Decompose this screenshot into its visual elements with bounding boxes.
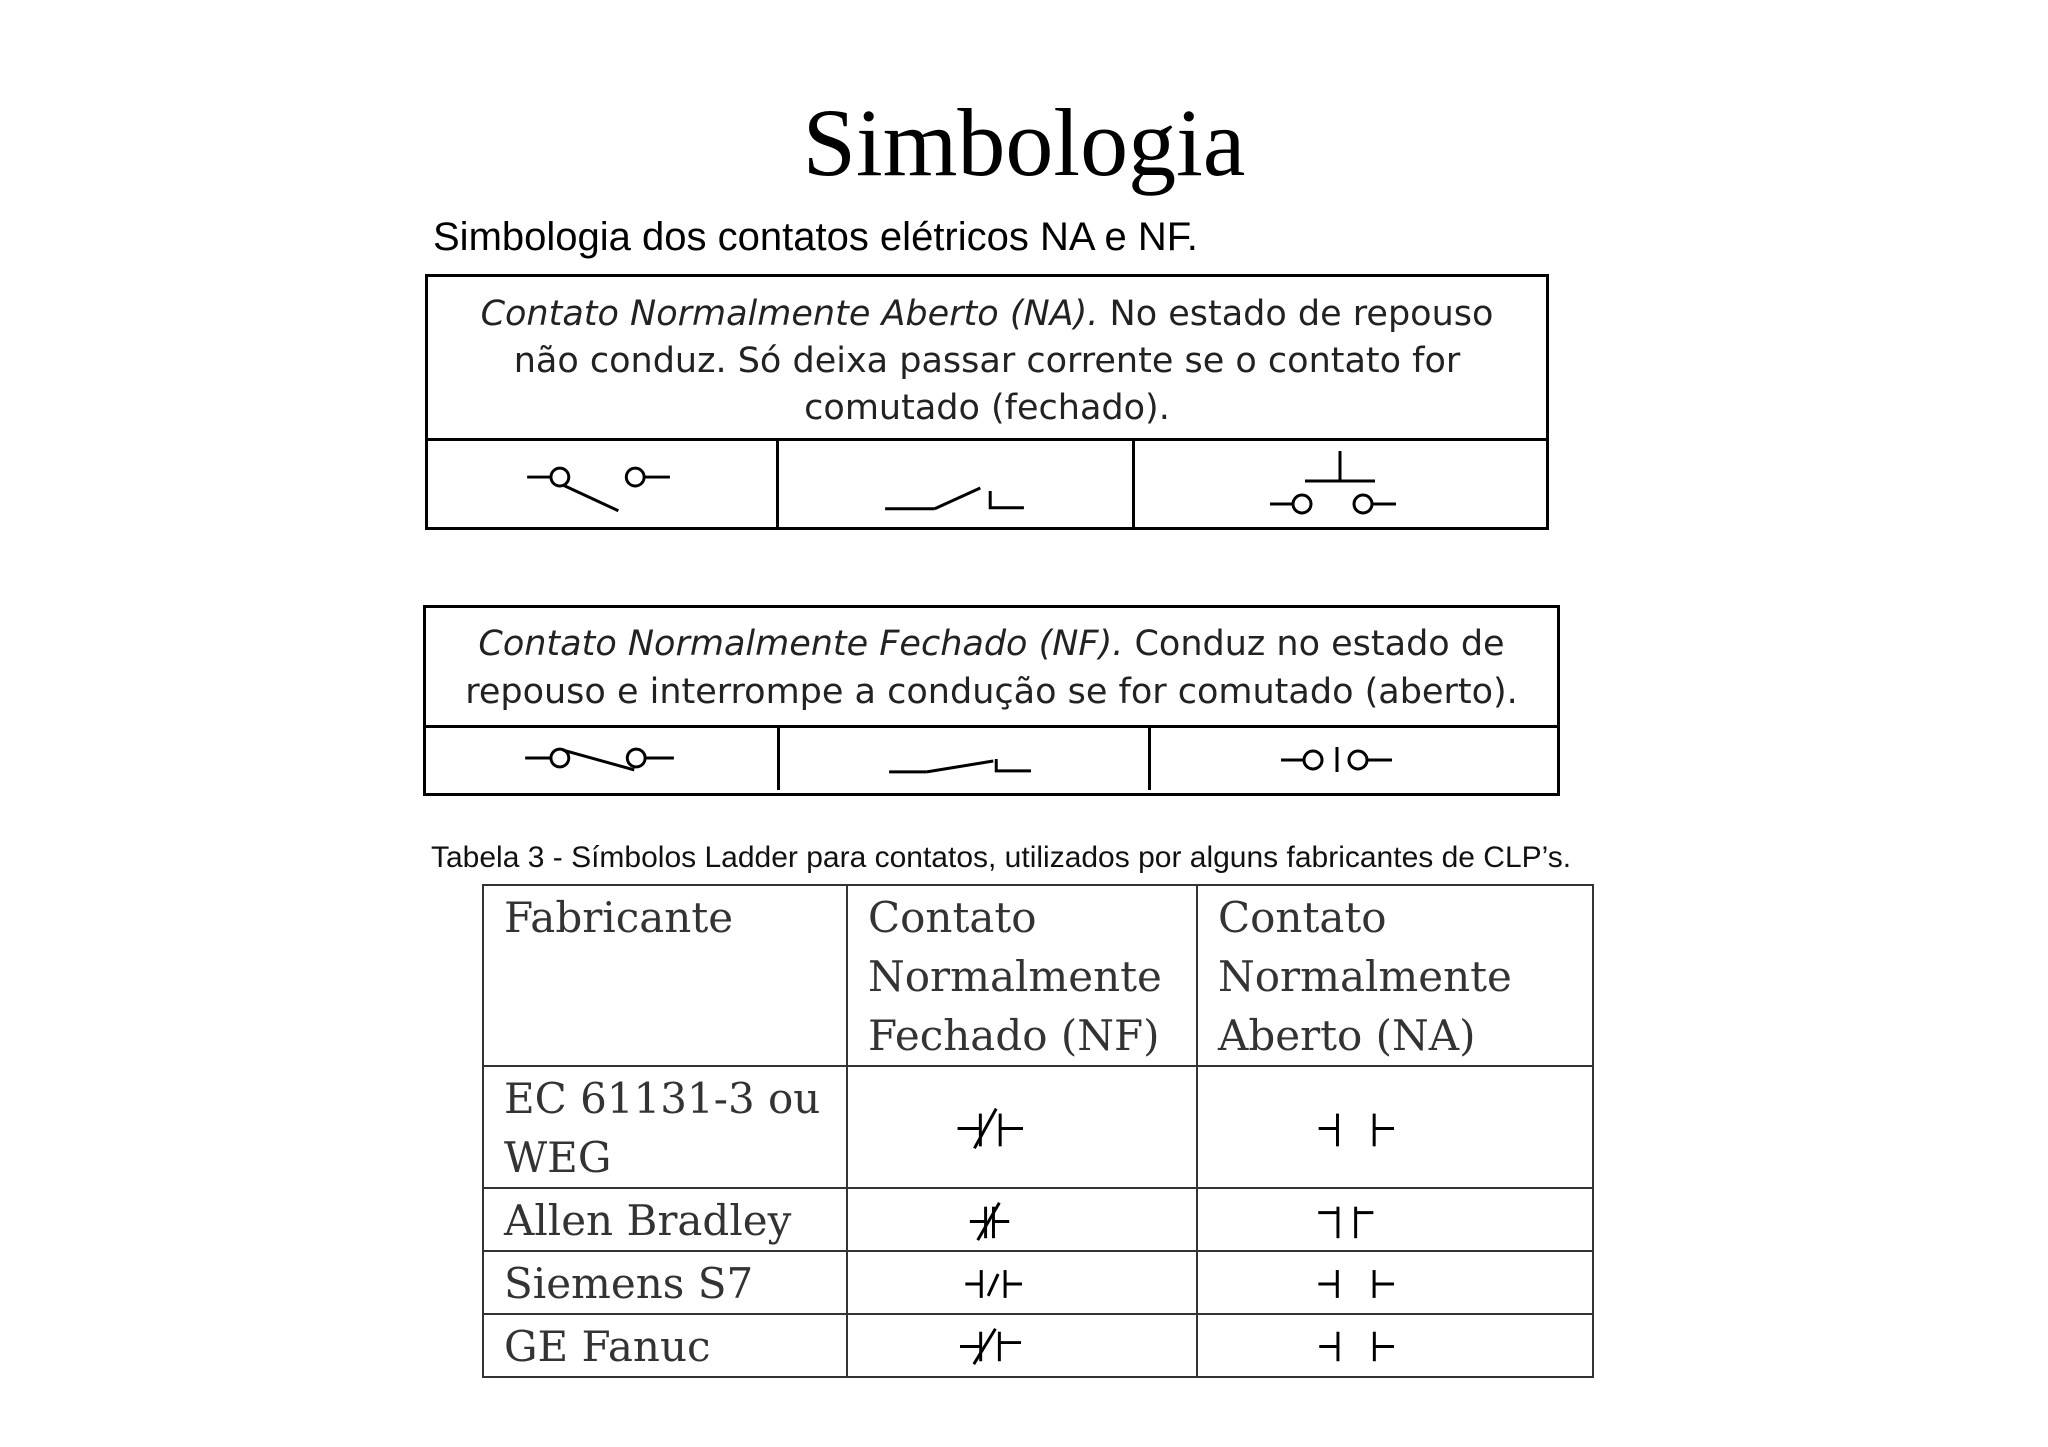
- na-symbol-cell: [1197, 1251, 1593, 1314]
- maker-cell: EC 61131-3 ou WEG: [483, 1066, 847, 1188]
- table-row: [483, 1066, 1593, 1188]
- maker-cell: GE Fanuc: [483, 1314, 847, 1377]
- nf-term: Contato Normalmente Fechado (NF).: [478, 624, 1124, 664]
- na-symbol-cell-2: [779, 441, 1135, 527]
- ladder-no-contact-icon: [1198, 1252, 1592, 1313]
- maker-cell: Siemens S7: [483, 1251, 847, 1314]
- closed-contact-line-icon: [780, 728, 1148, 790]
- table-row: [483, 1314, 1593, 1377]
- table-row: [483, 1188, 1593, 1251]
- na-description: [428, 277, 1546, 441]
- table-header-row: [483, 885, 1593, 1066]
- nf-description: [426, 608, 1557, 728]
- ladder-symbols-table: [482, 884, 1594, 1378]
- na-symbol-cell-1: [428, 441, 779, 527]
- nf-symbol-cell-2: [780, 728, 1151, 790]
- nf-symbol-cell-1: [426, 728, 780, 790]
- ladder-no-contact-icon: [1198, 1189, 1592, 1250]
- nf-symbol-row: [426, 728, 1557, 790]
- open-contact-circles-icon: [428, 441, 776, 527]
- na-symbol-row: [428, 441, 1546, 527]
- table-caption: Tabela 3 - Símbolos Ladder para contatos, utilizados por alguns fabricantes de CLP’s.: [431, 841, 1572, 874]
- na-contact-box: [425, 274, 1549, 530]
- na-symbol-cell: [1197, 1066, 1593, 1188]
- nf-symbol-cell: [847, 1188, 1197, 1251]
- nf-contact-box: [423, 605, 1560, 796]
- nf-symbol-cell: [847, 1314, 1197, 1377]
- pushbutton-no-icon: [1135, 441, 1546, 527]
- maker-cell: Allen Bradley: [483, 1188, 847, 1251]
- na-symbol-cell: [1197, 1314, 1593, 1377]
- header-contato-nf: Contato Normalmente Fechado (NF): [847, 885, 1197, 1066]
- nf-symbol-cell: [847, 1251, 1197, 1314]
- header-contato-na: Contato Normalmente Aberto (NA): [1197, 885, 1593, 1066]
- nf-symbol-cell: [847, 1066, 1197, 1188]
- ladder-no-contact-icon: [1198, 1315, 1592, 1376]
- ladder-nc-contact-icon: [848, 1189, 1196, 1250]
- header-fabricante: Fabricante: [483, 885, 847, 1066]
- ladder-nc-contact-icon: [848, 1315, 1196, 1376]
- na-term: Contato Normalmente Aberto (NA).: [480, 294, 1099, 334]
- ladder-nc-contact-icon: [848, 1067, 1196, 1187]
- na-symbol-cell-3: [1135, 441, 1546, 527]
- pushbutton-nc-icon: [1151, 728, 1557, 790]
- open-contact-line-icon: [779, 441, 1132, 527]
- nf-symbol-cell-3: [1151, 728, 1557, 790]
- ladder-no-contact-icon: [1198, 1067, 1592, 1187]
- table-row: [483, 1251, 1593, 1314]
- nf-description-text: Conduz no estado de repouso e interrompe a condução se for comutado (aberto).: [465, 624, 1518, 712]
- na-description-text: No estado de repouso não conduz. Só deixa passar corrente se o contato for comutado (fechado).: [513, 294, 1494, 428]
- na-symbol-cell: [1197, 1188, 1593, 1251]
- page-title: Simbologia: [802, 89, 1246, 196]
- closed-contact-circles-icon: [426, 728, 777, 790]
- ladder-nc-contact-icon: [848, 1252, 1196, 1313]
- page-subtitle: Simbologia dos contatos elétricos NA e NF.: [433, 215, 1198, 259]
